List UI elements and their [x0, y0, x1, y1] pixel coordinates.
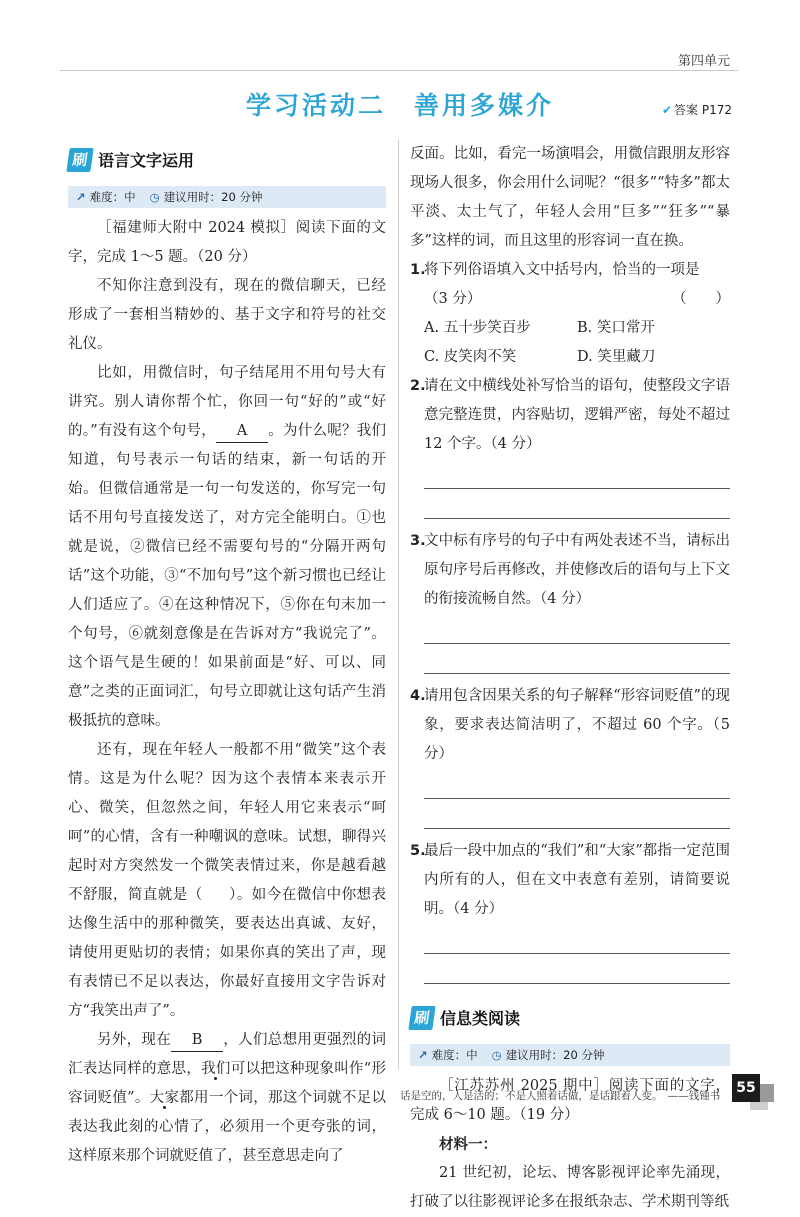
- material-label: 材料一：: [439, 1136, 497, 1153]
- dotted-dajia: 大家: [149, 1090, 180, 1106]
- brush-badge-icon: 刷: [408, 1006, 435, 1030]
- section-title: 信息类阅读: [440, 1008, 521, 1028]
- blank-b[interactable]: B: [171, 1029, 223, 1052]
- answer-paren[interactable]: （ ）: [672, 291, 730, 307]
- question-2: 2. 请在文中横线处补写恰当的语句，使整段文字语意完整连贯，内容贴切，逻辑严密，每处不超过 12 个字。（4 分）: [410, 378, 730, 452]
- question-1: 1. 将下列俗语填入文中括号内，恰当的一项是: [410, 262, 700, 278]
- section-header-info: [410, 998, 730, 1038]
- answer-line[interactable]: [424, 489, 730, 519]
- meta-bar: [68, 186, 386, 208]
- left-column: [68, 140, 386, 1171]
- option-a[interactable]: A. 五十步笑百步: [424, 320, 531, 336]
- answer-line[interactable]: [424, 459, 730, 489]
- chart-icon: ↗: [418, 1047, 428, 1062]
- clock-icon: ◷: [149, 189, 160, 204]
- question-5: 5. 最后一段中加点的“我们”和“大家”都指一定范围内所有的人，但在文中表意有差别，请简要说明。（4 分）: [410, 843, 730, 917]
- intro-text: ［福建师大附中 2024 模拟］阅读下面的文字，完成 1～5 题。（20 分）: [68, 220, 386, 265]
- section-header-language: [68, 140, 386, 180]
- page-corner-decoration: [750, 1102, 768, 1110]
- unit-label: 第四单元: [677, 54, 730, 69]
- clock-icon: ◷: [491, 1047, 502, 1062]
- difficulty-label: 难度：中: [431, 1047, 478, 1062]
- paragraph-2: 比如，用微信时，句子结尾用不用句号大有讲究。别人请你帮个忙，你回一句“好的”或“好的。”有没有这个句号， A 。为什么呢？我们知道，句号表示一句话的结束，新一句话的开始。但微信通常是一句一句发送的，你写完一句话不用句号直接发送了，对方完全能明白。①也就是说，②微信已经不需要句号的“分隔开两句话”这个功能，③“不加句号”这个新习惯也已经让人们适应了。④在这种情况下，⑤你在句末加一个句号，⑥就刻意像是在告诉对方“我说完了”。这个语气是生硬的！如果前面是“好、可以、同意”之类的正面词汇，句号立即就让这句话产生消极抵抗的意味。: [68, 365, 387, 729]
- option-c[interactable]: C. 皮笑肉不笑: [424, 349, 517, 365]
- check-icon: ✔: [661, 103, 673, 117]
- answer-reference: ✔ 答案 P172: [661, 103, 732, 117]
- answer-line[interactable]: [424, 799, 730, 829]
- option-d[interactable]: D. 笑里藏刀: [577, 349, 656, 365]
- column-divider: [398, 140, 399, 1070]
- answer-line[interactable]: [424, 644, 730, 674]
- time-label: 建议用时：20 分钟: [505, 1047, 605, 1062]
- paragraph-3: 还有，现在年轻人一般都不用“微笑”这个表情。这是为什么呢？因为这个表情本来表示开心、微笑，但忽然之间，年轻人用它来表示“呵呵”的心情，含有一种嘲讽的意味。试想，聊得兴起时对方突然发一个微笑表情过来，你是越看越不舒服，简直就是（ ）。如今在微信中你想表达像生活中的那种微笑，要表达出真诚、友好，请使用更贴切的表情；如果你真的笑出了声，现有表情已不足以表达，你最好直接用文字告诉对方“我笑出声了”。: [68, 742, 387, 1019]
- chart-icon: ↗: [76, 189, 86, 204]
- answer-line[interactable]: [424, 614, 730, 644]
- right-column: [410, 140, 730, 1217]
- meta-bar: [410, 1044, 730, 1066]
- paragraph-4: 另外，现在 B ，人们总想用更强烈的词汇表达同样的意思，我们可以把这种现象叫作“形容词贬值”。大家都用一个词，那这个词就不足以表达我此刻的心情了，必须用一个更夸张的词，这样原来那个词就贬值了，甚至意思走向了: [68, 1026, 386, 1171]
- footer-quote: 话是空的，人是活的；不是人照着话做，是话跟着人变。 ——钱锺书: [400, 1090, 721, 1102]
- header-divider: [60, 70, 738, 71]
- answer-line[interactable]: [424, 924, 730, 954]
- answer-line[interactable]: [424, 954, 730, 984]
- question-1-score-row: （3 分） （ ）: [410, 285, 730, 314]
- section-title: 语言文字运用: [98, 150, 195, 170]
- time-label: 建议用时：20 分钟: [163, 189, 263, 204]
- question-1-options: [410, 314, 730, 372]
- material-paragraph: 21 世纪初，论坛、博客影视评论率先涌现，打破了以往影视评论多在报纸杂志、学术期刊等纸: [410, 1165, 730, 1210]
- paragraph-1: 不知你注意到没有，现在的微信聊天，已经形成了一套相当精妙的、基于文字和符号的社交礼仪。: [68, 278, 386, 352]
- page-corner-decoration: [760, 1084, 774, 1102]
- question-3: 3. 文中标有序号的句子中有两处表述不当，请标出原句序号后再修改，并使修改后的语句与上下文的衔接流畅自然。（4 分）: [410, 533, 730, 607]
- question-4: 4. 请用包含因果关系的句子解释“形容词贬值”的现象，要求表达简洁明了，不超过 60 个字。（5 分）: [410, 688, 730, 762]
- page-title: 学习活动二 善用多媒介: [245, 91, 554, 120]
- intro-text-2: ［江苏苏州 2025 期中］阅读下面的文字，完成 6～10 题。（19 分）: [410, 1078, 730, 1123]
- answer-line[interactable]: [424, 769, 730, 799]
- difficulty-label: 难度：中: [89, 189, 136, 204]
- brush-badge-icon: 刷: [66, 148, 93, 172]
- page-number: 55: [732, 1074, 760, 1102]
- blank-a[interactable]: A: [216, 420, 268, 443]
- paragraph-continued: 反面。比如，看完一场演唱会，用微信跟朋友形容现场人很多，你会用什么词呢？“很多”“特多”都太平淡、太土气了，年轻人会用“巨多”“狂多”“暴多”这样的词，而且这里的形容词一直在换。: [410, 146, 730, 249]
- option-b[interactable]: B. 笑口常开: [577, 320, 655, 336]
- dotted-women: 我们: [201, 1061, 231, 1077]
